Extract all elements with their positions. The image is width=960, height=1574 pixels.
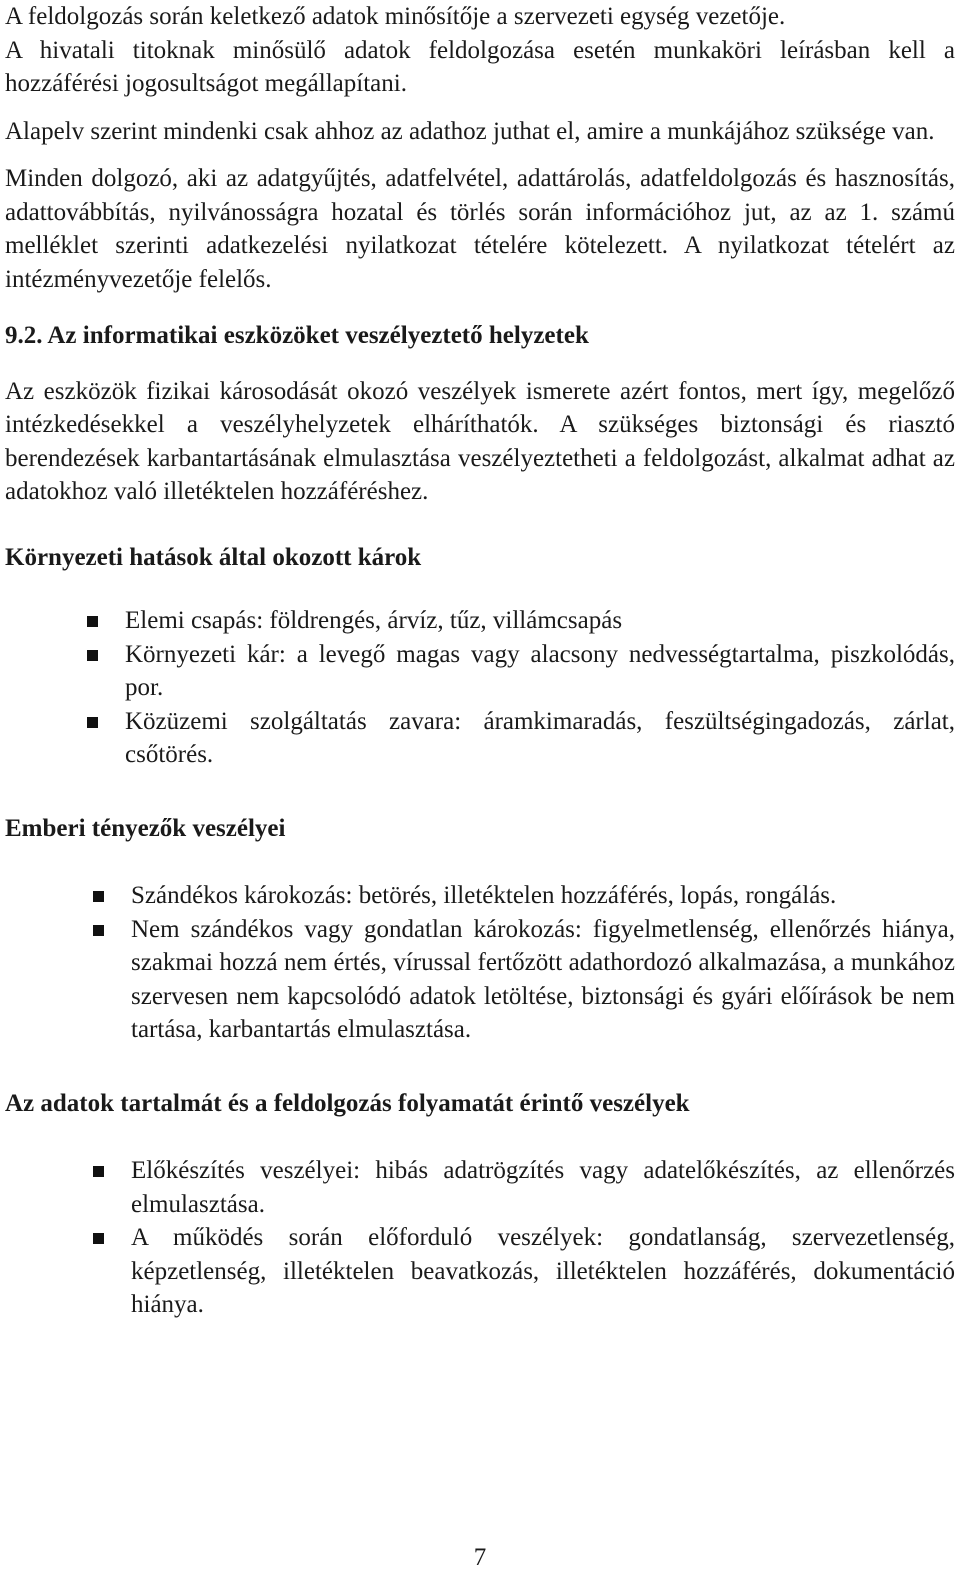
square-bullet-icon [93,891,104,902]
list-item [5,638,955,705]
environmental-heading: Környezeti hatások által okozott károk [5,543,422,571]
section-heading: 9.2. Az informatikai eszközöket veszélyeztető helyzetek [5,322,589,349]
list-item-text: Szándékos károkozás: betörés, illetéktelen hozzáférés, lopás, rongálás. [131,882,837,909]
list-item [5,705,955,772]
intro-paragraph-1: A feldolgozás során keletkező adatok minősítője a szervezeti egység vezetője. [5,3,786,30]
data-processing-heading: Az adatok tartalmát és a feldolgozás folyamatát érintő veszélyek [5,1089,690,1117]
list-item-text: A működés során előforduló veszélyek: gondatlanság, szervezetlenség, képzetlenség, illetéktelen beavatkozás, illetéktelen hozzáférés, dokumentáció hiánya. [131,1224,955,1318]
document-page [5,0,955,1322]
list-item [5,604,955,638]
page-number: 7 [473,1544,487,1571]
section-paragraph: Az eszközök fizikai károsodását okozó veszélyek ismerete azért fontos, mert így, megelőző intézkedésekkel a veszélyhelyzetek elháríthatók. A szükséges biztonsági és riasztó berendezések karbantartásának elmulasztása veszélyeztetheti a feldolgozást, alkalmat adhat az adatokhoz való illetéktelen hozzáféréshez. [5,377,955,505]
intro-paragraph-4: Minden dolgozó, aki az adatgyűjtés, adatfelvétel, adattárolás, adatfeldolgozás és hasznosítás, adattovábbítás, nyilvánosságra hozatal és törlés során információhoz jut, az az 1. számú melléklet szerinti adatkezelési nyilatkozat tételére kötelezett. A nyilatkozat tételért az intézményvezetője felelős. [5,165,955,293]
square-bullet-icon [93,925,104,936]
list-item-text: Előkészítés veszélyei: hibás adatrögzítés vagy adatelőkészítés, az ellenőrzés elmulasztása. [131,1157,955,1218]
square-bullet-icon [87,650,98,661]
list-item [5,1221,955,1322]
intro-paragraph-2: A hivatali titoknak minősülő adatok feldolgozása esetén munkaköri leírásban kell a hozzáférési jogosultságot megállapítani. [5,36,955,97]
list-item [5,879,955,913]
intro-paragraph-3: Alapelv szerint mindenki csak ahhoz az adathoz juthat el, amire a munkájához szüksége van. [5,117,935,145]
environmental-list [5,604,955,772]
list-item [5,913,955,1047]
list-item [5,1154,955,1221]
human-factors-list [5,879,955,1047]
list-item-text: Elemi csapás: földrengés, árvíz, tűz, villámcsapás [125,607,623,634]
list-item-text: Környezeti kár: a levegő magas vagy alacsony nedvességtartalma, piszkolódás, por. [125,640,955,701]
square-bullet-icon [93,1233,104,1244]
data-processing-list [5,1154,955,1322]
list-item-text: Nem szándékos vagy gondatlan károkozás: figyelmetlenség, ellenőrzés hiánya, szakmai hozzá nem értés, vírussal fertőzött adathordozó alkalmazása, a munkához szervesen nem kapcsolódó adatok letöltése, biztonsági és gyári előírások be nem tartása, karbantartás elmulasztása. [131,915,955,1043]
square-bullet-icon [87,616,98,627]
list-item-text: Közüzemi szolgáltatás zavara: áramkimaradás, feszültségingadozás, zárlat, csőtörés. [125,707,955,768]
square-bullet-icon [87,717,98,728]
square-bullet-icon [93,1166,104,1177]
human-factors-heading: Emberi tényezők veszélyei [5,814,286,842]
